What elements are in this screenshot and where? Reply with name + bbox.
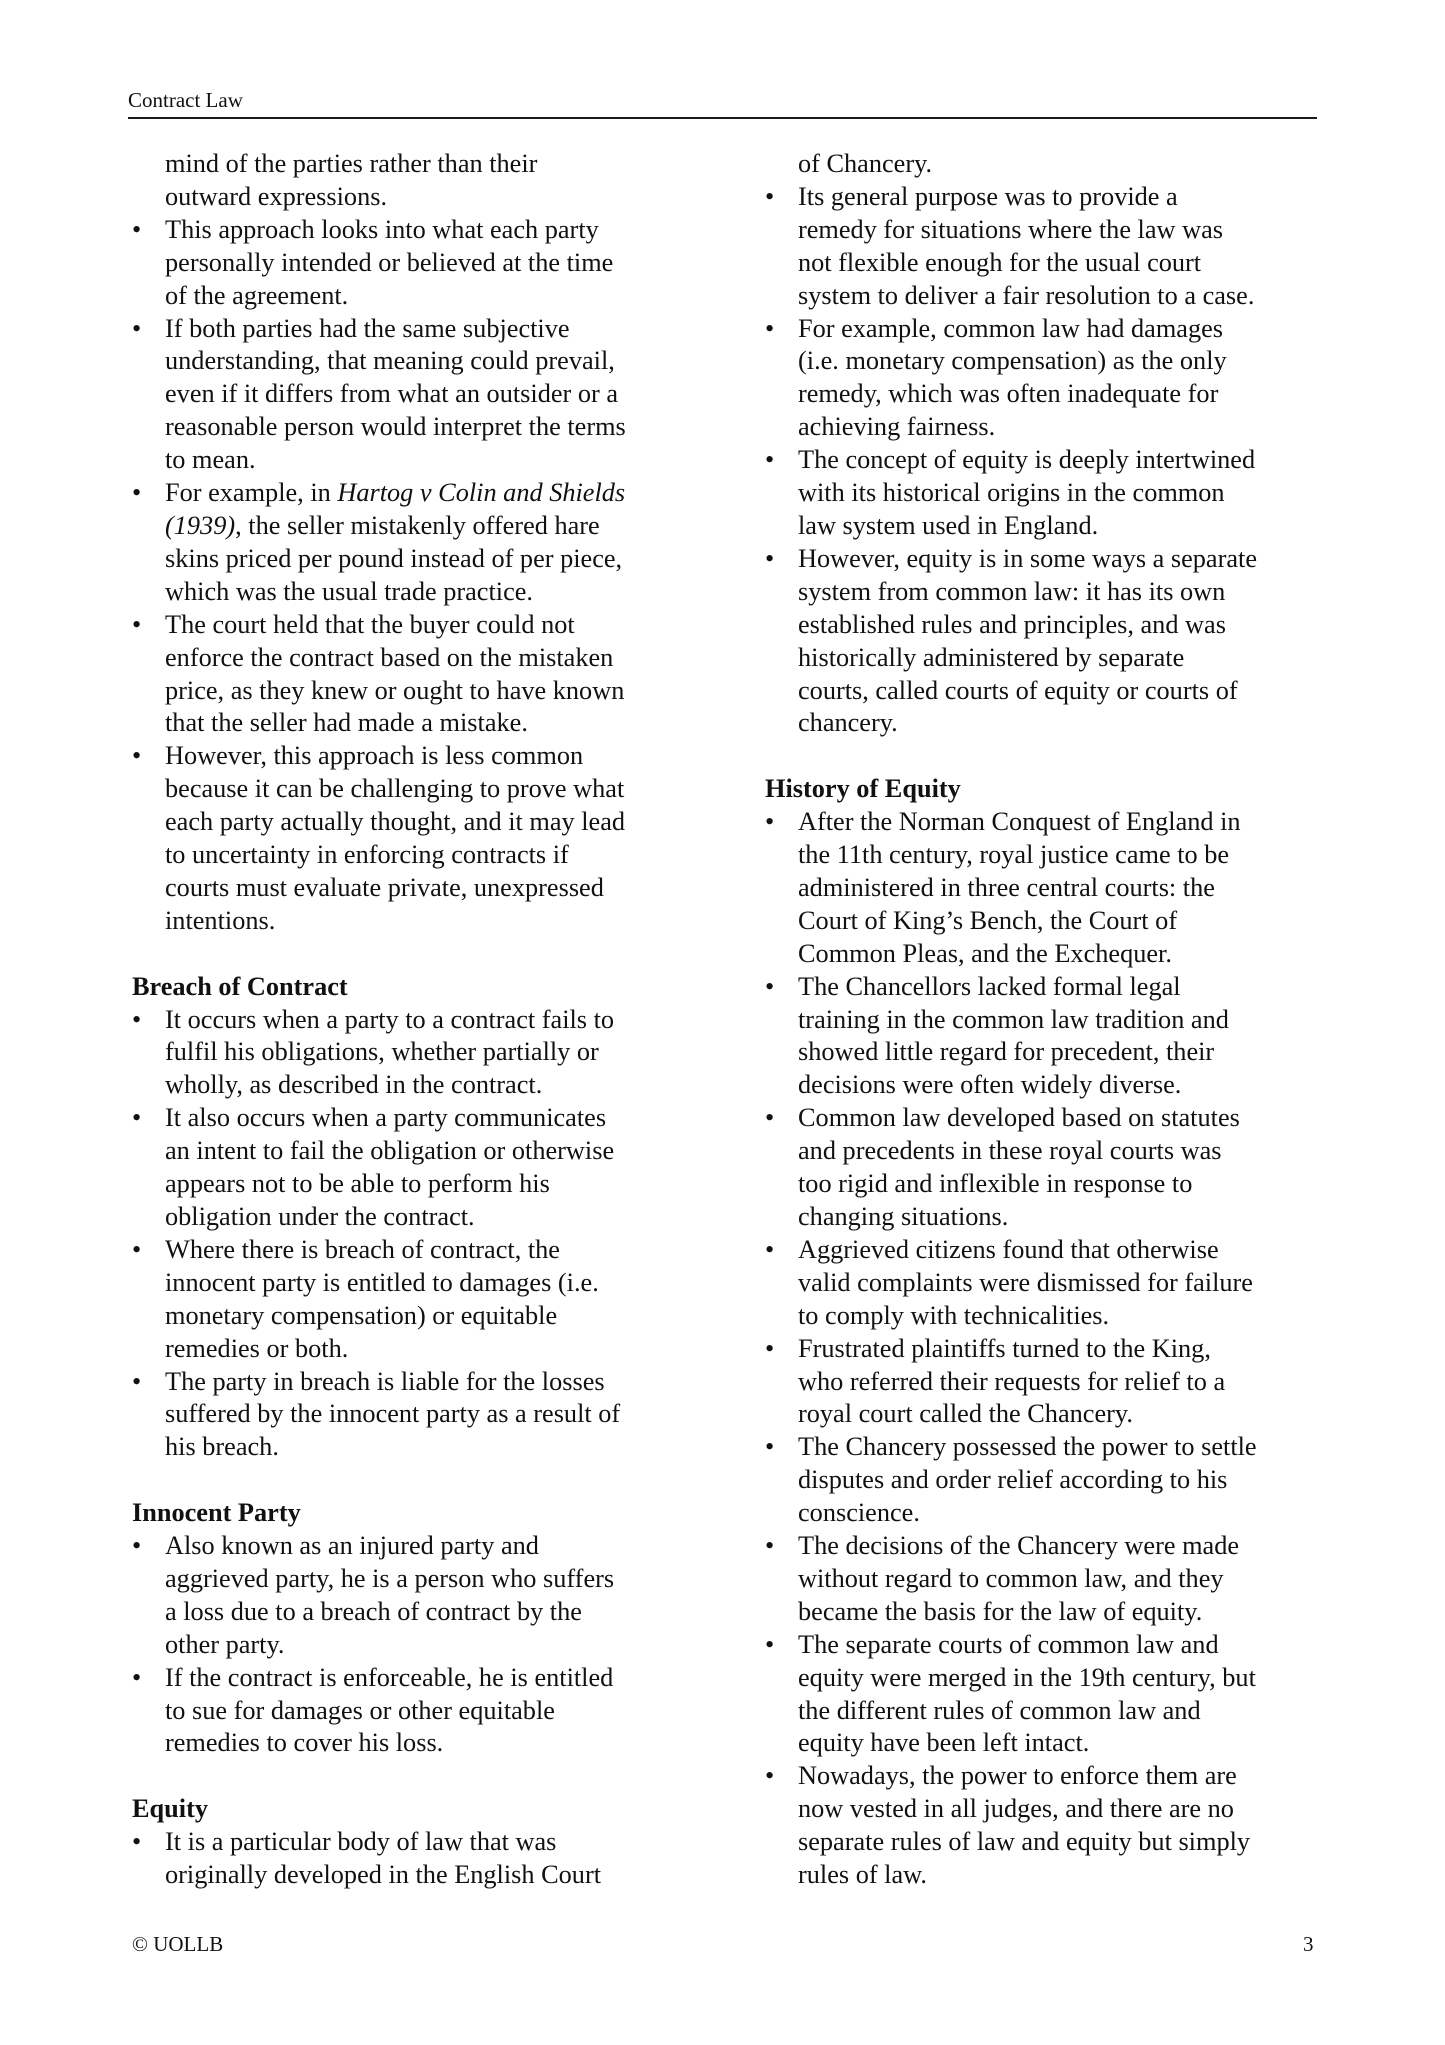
text-line: For example, common law had damages — [798, 313, 1224, 343]
text-line: personally intended or believed at the time — [165, 247, 614, 277]
text-line: Its general purpose was to provide a — [798, 181, 1178, 211]
text-line: decisions were often widely diverse. — [798, 1070, 1182, 1100]
text-line: established rules and principles, and was — [798, 609, 1226, 639]
bullet-icon: • — [765, 807, 775, 837]
text-line: chancery. — [798, 708, 898, 738]
bullet-icon: • — [765, 971, 775, 1001]
list-item — [765, 543, 1325, 740]
text-line: The party in breach is liable for the losses — [165, 1366, 605, 1396]
bullet-icon: • — [132, 1827, 142, 1857]
text-line: his breach. — [165, 1432, 279, 1462]
text-line: to sue for damages or other equitable — [165, 1695, 555, 1725]
bullet-icon: • — [765, 1629, 775, 1659]
list-item — [765, 1102, 1325, 1234]
text-line: training in the common law tradition and — [798, 1004, 1229, 1034]
text-line: innocent party is entitled to damages (i.e. — [165, 1267, 599, 1297]
text-fragment: For example, in — [165, 478, 338, 508]
text-line: Nowadays, the power to enforce them are — [798, 1761, 1237, 1791]
text-line: The separate courts of common law and — [798, 1629, 1219, 1659]
spacer — [132, 1464, 692, 1497]
text-line: courts, called courts of equity or courts of — [798, 675, 1238, 705]
text-line: Frustrated plaintiffs turned to the King, — [798, 1333, 1211, 1363]
list-item — [765, 1760, 1325, 1892]
text-line — [165, 477, 692, 510]
text-line: reasonable person would interpret the terms — [165, 412, 626, 442]
list-item — [765, 971, 1325, 1103]
list-item — [132, 1234, 692, 1366]
footer-copyright: © UOLLB — [132, 1932, 224, 1956]
text-line: historically administered by separate — [798, 642, 1185, 672]
text-line: However, this approach is less common — [165, 741, 584, 771]
text-line: a loss due to a breach of contract by the — [165, 1596, 582, 1626]
bullet-icon: • — [765, 1234, 775, 1264]
text-line: If both parties had the same subjective — [165, 313, 570, 343]
bullet-icon: • — [132, 741, 142, 771]
left-column — [132, 148, 692, 1892]
bullet-icon: • — [132, 1366, 142, 1396]
text-line: which was the usual trade practice. — [165, 576, 534, 606]
bullet-icon: • — [765, 543, 775, 573]
text-line: an intent to fail the obligation or otherwise — [165, 1136, 615, 1166]
header-rule — [128, 117, 1317, 119]
text-line: law system used in England. — [798, 510, 1099, 540]
list-item — [132, 1662, 692, 1761]
list-item — [132, 609, 692, 741]
list-item — [132, 1826, 692, 1892]
text-line: changing situations. — [798, 1201, 1009, 1231]
bullet-icon: • — [765, 1531, 775, 1561]
text-line: and precedents in these royal courts was — [798, 1136, 1222, 1166]
text-line: Aggrieved citizens found that otherwise — [798, 1234, 1219, 1264]
text-line: other party. — [165, 1629, 285, 1659]
list-item-case-example — [132, 477, 692, 609]
text-line: system to deliver a fair resolution to a case. — [798, 280, 1255, 310]
text-line: of Chancery. — [798, 149, 933, 178]
case-name: Hartog v Colin and Shields — [337, 478, 626, 508]
text-line: equity were merged in the 19th century, but — [798, 1662, 1256, 1692]
text-line: It is a particular body of law that was — [165, 1827, 557, 1857]
list-item — [765, 806, 1325, 971]
text-line: separate rules of law and equity but simply — [798, 1827, 1251, 1857]
text-line: remedy for situations where the law was — [798, 214, 1224, 244]
text-line: However, equity is in some ways a separate — [798, 543, 1258, 573]
text-line: Where there is breach of contract, the — [165, 1234, 560, 1264]
text-line: to mean. — [165, 445, 256, 475]
text-line: Court of King’s Bench, the Court of — [798, 905, 1178, 935]
text-line: courts must evaluate private, unexpressed — [165, 872, 604, 902]
text-line: Common Pleas, and the Exchequer. — [798, 938, 1172, 968]
text-line: the different rules of common law and — [798, 1695, 1201, 1725]
text-line: even if it differs from what an outsider or a — [165, 379, 618, 409]
text-line: outward expressions. — [165, 181, 388, 211]
list-item — [765, 1629, 1325, 1761]
text-line: The court held that the buyer could not — [165, 609, 575, 639]
text-line: because it can be challenging to prove what — [165, 774, 625, 804]
text-line — [165, 510, 692, 543]
text-line: rules of law. — [798, 1860, 928, 1890]
text-line: After the Norman Conquest of England in — [798, 807, 1241, 837]
text-line: remedy, which was often inadequate for — [798, 379, 1219, 409]
bullet-icon: • — [132, 1662, 142, 1692]
bullet-icon: • — [765, 1432, 775, 1462]
text-line: showed little regard for precedent, their — [798, 1037, 1215, 1067]
case-year: (1939) — [165, 510, 236, 540]
section-heading-breach-of-contract: Breach of Contract — [132, 971, 348, 1001]
text-line: The Chancery possessed the power to settle — [798, 1432, 1257, 1462]
text-line: mind of the parties rather than their — [165, 149, 538, 178]
bullet-icon: • — [132, 609, 142, 639]
text-line: The decisions of the Chancery were made — [798, 1531, 1240, 1561]
text-line: royal court called the Chancery. — [798, 1399, 1133, 1429]
text-line: who referred their requests for relief to a — [798, 1366, 1226, 1396]
text-line: the 11th century, royal justice came to be — [798, 840, 1230, 870]
text-line: too rigid and inflexible in response to — [798, 1169, 1193, 1199]
page-number: 3 — [1303, 1932, 1314, 1956]
bullet-icon: • — [765, 1103, 775, 1133]
list-item — [765, 444, 1325, 543]
text-line: equity have been left intact. — [798, 1728, 1090, 1758]
text-line: skins priced per pound instead of per piece, — [165, 543, 623, 573]
text-line: monetary compensation) or equitable — [165, 1300, 558, 1330]
text-line: disputes and order relief according to his — [798, 1465, 1228, 1495]
section-heading-innocent-party: Innocent Party — [132, 1498, 301, 1528]
list-item — [132, 1366, 692, 1465]
bullet-icon: • — [765, 313, 775, 343]
section-heading-history-of-equity: History of Equity — [765, 774, 961, 804]
text-line: If the contract is enforceable, he is entitled — [165, 1662, 614, 1692]
bullet-icon: • — [132, 313, 142, 343]
text-line: became the basis for the law of equity. — [798, 1596, 1203, 1626]
text-line: Also known as an injured party and — [165, 1531, 539, 1561]
text-line: valid complaints were dismissed for failure — [798, 1267, 1253, 1297]
text-line: achieving fairness. — [798, 412, 996, 442]
text-line: to comply with technicalities. — [798, 1300, 1110, 1330]
text-line: administered in three central courts: the — [798, 872, 1215, 902]
list-item — [132, 214, 692, 313]
text-line: system from common law: it has its own — [798, 576, 1226, 606]
text-line: remedies or both. — [165, 1333, 349, 1363]
text-line: now vested in all judges, and there are no — [798, 1794, 1234, 1824]
text-line: It occurs when a party to a contract fails to — [165, 1004, 615, 1034]
bullet-icon: • — [765, 1761, 775, 1791]
section-heading-equity: Equity — [132, 1794, 209, 1824]
text-line: conscience. — [798, 1498, 920, 1528]
text-line: each party actually thought, and it may lead — [165, 807, 626, 837]
bullet-icon: • — [132, 1004, 142, 1034]
text-line: not flexible enough for the usual court — [798, 247, 1202, 277]
text-line: Common law developed based on statutes — [798, 1103, 1240, 1133]
list-item — [132, 1102, 692, 1234]
list-item — [765, 1431, 1325, 1530]
list-item — [132, 740, 692, 937]
text-line: This approach looks into what each party — [165, 214, 599, 244]
list-item — [765, 181, 1325, 313]
spacer — [765, 740, 1325, 773]
right-column — [765, 148, 1325, 1892]
text-line: remedies to cover his loss. — [165, 1728, 444, 1758]
bullet-icon: • — [132, 1234, 142, 1264]
text-line: appears not to be able to perform his — [165, 1169, 550, 1199]
text-line: aggrieved party, he is a person who suffers — [165, 1563, 615, 1593]
bullet-icon: • — [132, 1103, 142, 1133]
list-item — [765, 313, 1325, 445]
text-line: It also occurs when a party communicates — [165, 1103, 607, 1133]
text-line: (i.e. monetary compensation) as the only — [798, 346, 1227, 376]
text-line: without regard to common law, and they — [798, 1563, 1224, 1593]
text-line: The concept of equity is deeply intertwined — [798, 445, 1256, 475]
bullet-icon: • — [765, 181, 775, 211]
bullet-icon: • — [765, 1333, 775, 1363]
list-item — [132, 1530, 692, 1662]
text-line: understanding, that meaning could prevail, — [165, 346, 615, 376]
list-item — [765, 1333, 1325, 1432]
list-item — [132, 1004, 692, 1103]
list-item — [132, 313, 692, 478]
text-line: suffered by the innocent party as a result of — [165, 1399, 621, 1429]
text-fragment: , the seller mistakenly offered hare — [235, 510, 600, 540]
text-line: obligation under the contract. — [165, 1201, 475, 1231]
text-line: to uncertainty in enforcing contracts if — [165, 840, 569, 870]
running-header: Contract Law — [128, 88, 243, 112]
text-line: intentions. — [165, 905, 276, 935]
text-line: wholly, as described in the contract. — [165, 1070, 543, 1100]
text-line: The Chancellors lacked formal legal — [798, 971, 1181, 1001]
text-line: that the seller had made a mistake. — [165, 708, 528, 738]
bullet-icon: • — [132, 1531, 142, 1561]
text-line: enforce the contract based on the mistaken — [165, 642, 614, 672]
text-line: fulfil his obligations, whether partially or — [165, 1037, 599, 1067]
bullet-icon: • — [765, 445, 775, 475]
bullet-icon: • — [132, 214, 142, 244]
spacer — [132, 1760, 692, 1793]
continued-paragraph — [765, 148, 1325, 181]
text-line: of the agreement. — [165, 280, 349, 310]
text-line: originally developed in the English Court — [165, 1860, 602, 1890]
bullet-icon: • — [132, 478, 142, 508]
spacer — [132, 938, 692, 971]
continued-paragraph — [132, 148, 692, 214]
text-line: with its historical origins in the common — [798, 478, 1225, 508]
text-line: price, as they knew or ought to have known — [165, 675, 625, 705]
list-item — [765, 1234, 1325, 1333]
list-item — [765, 1530, 1325, 1629]
